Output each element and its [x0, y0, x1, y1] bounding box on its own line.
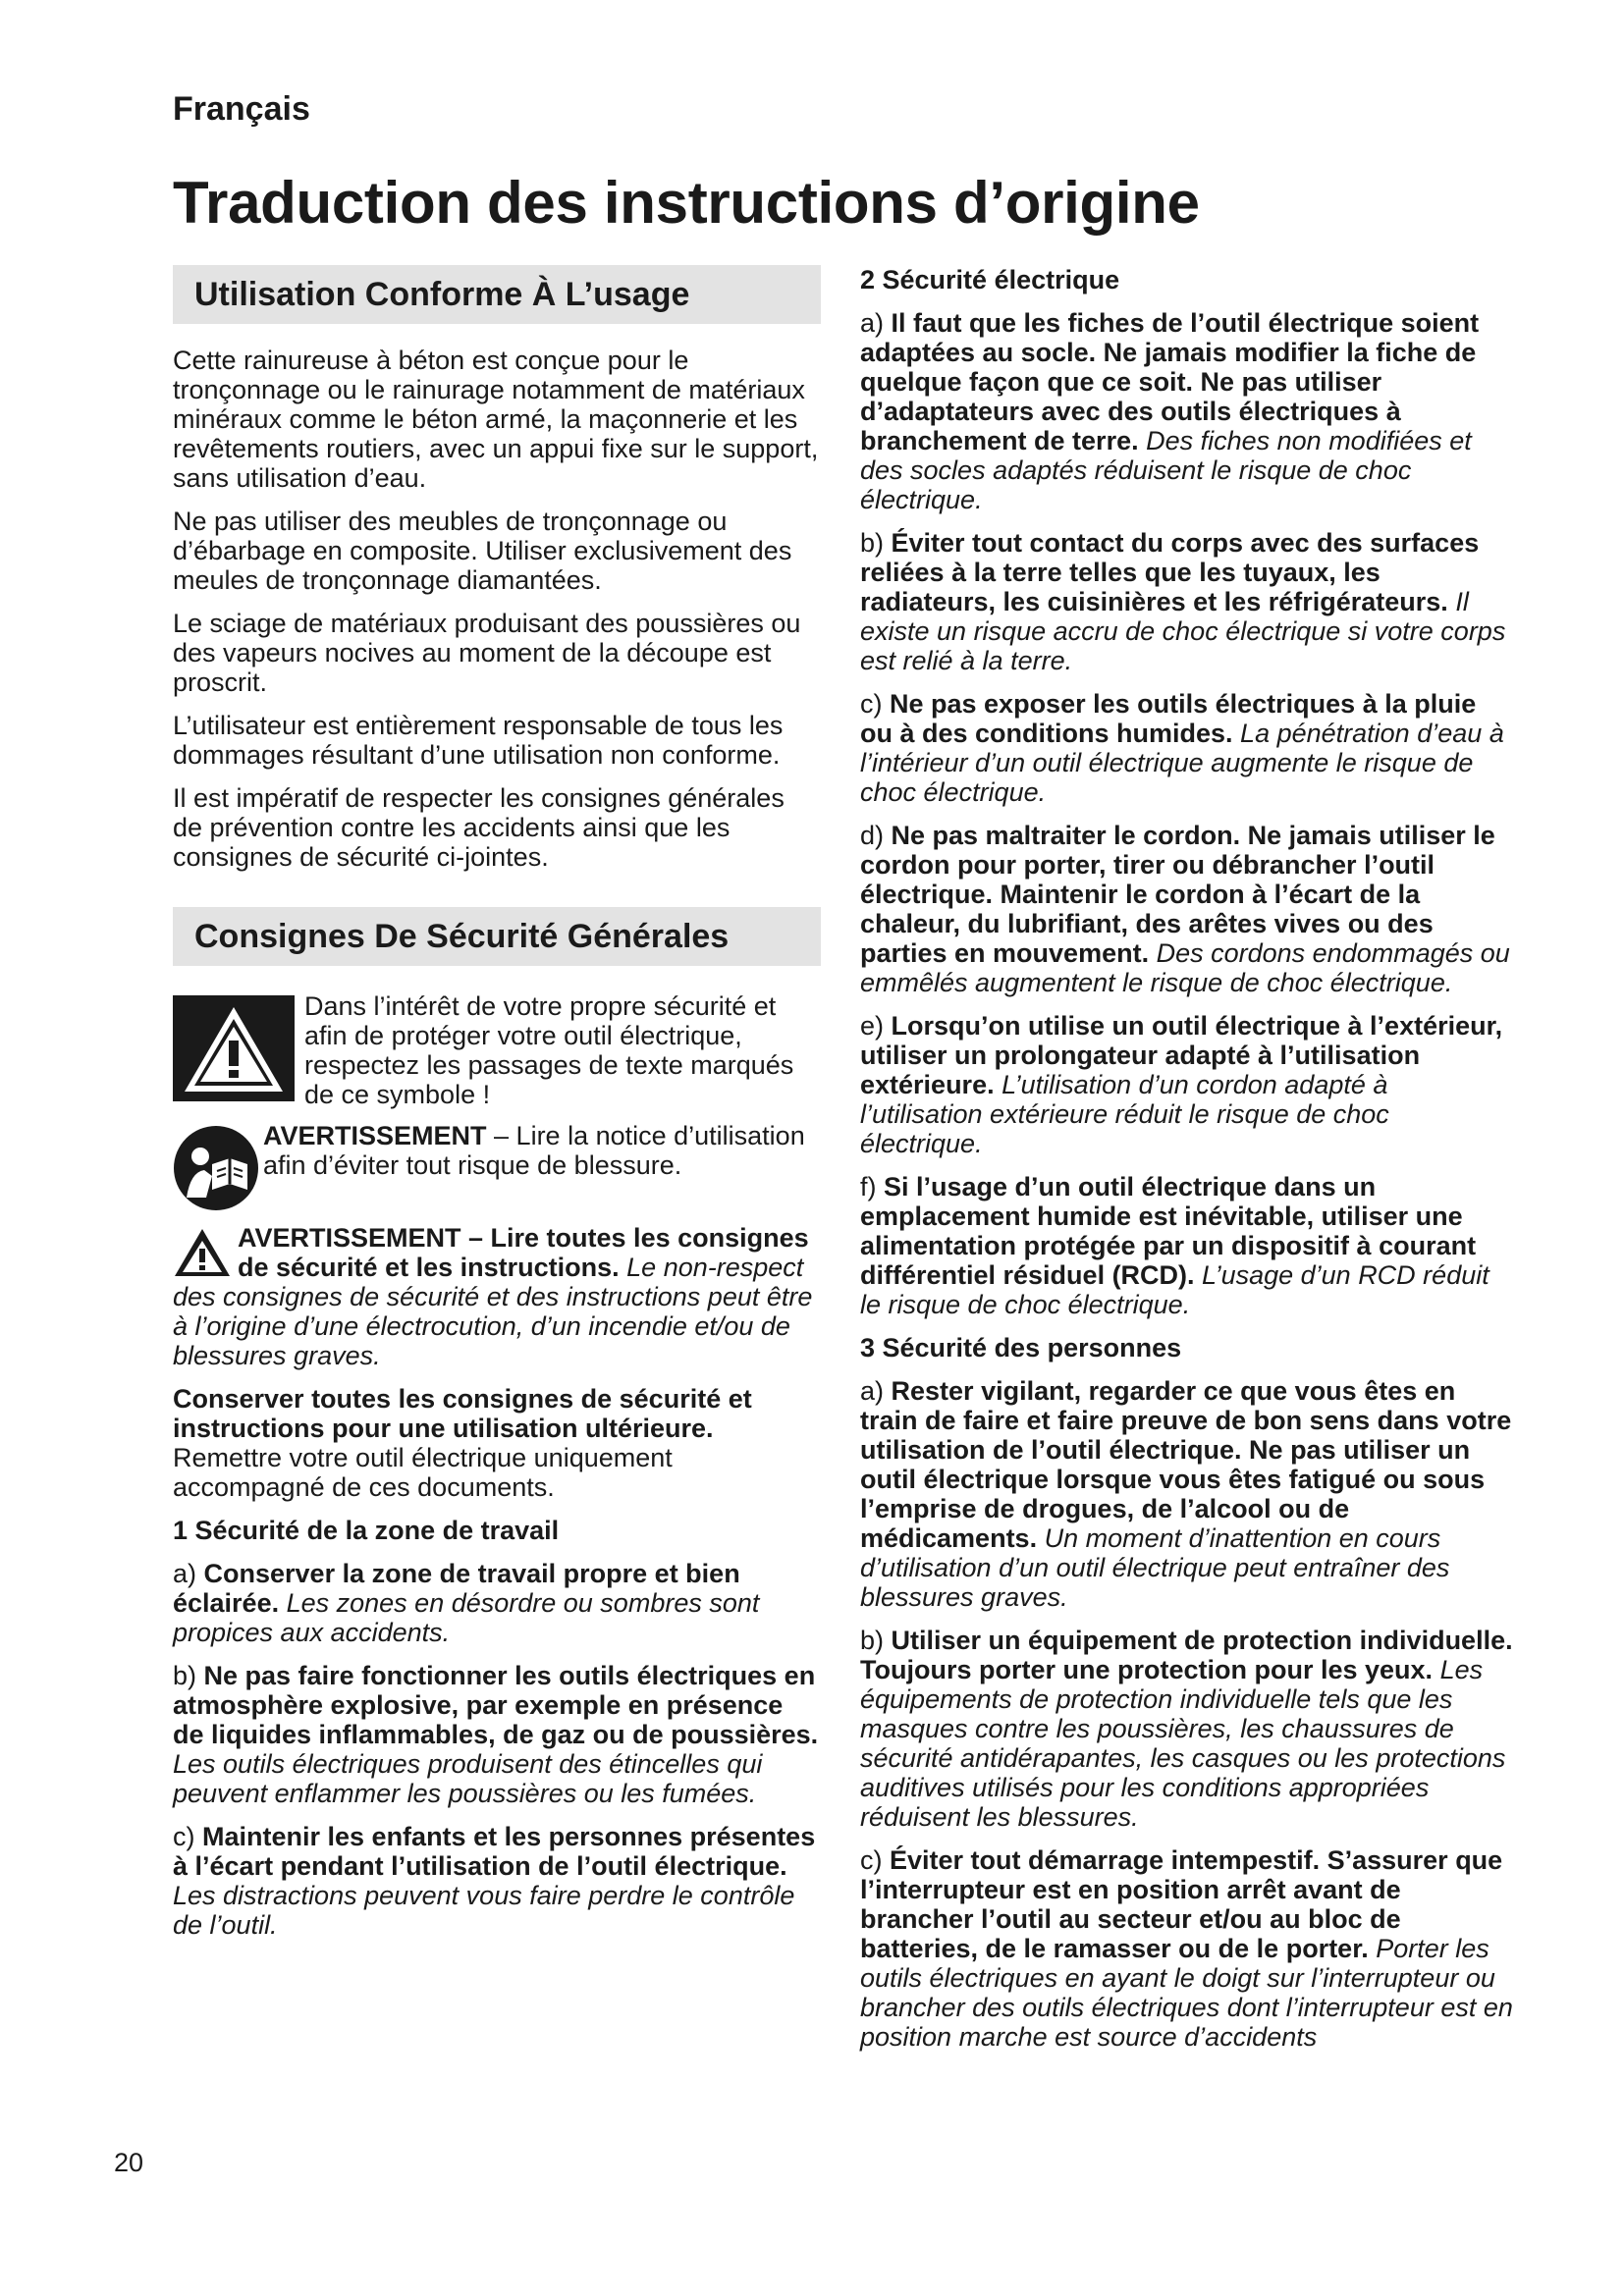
keep-instructions-paragraph — [173, 1384, 821, 1502]
list-item — [860, 1626, 1514, 1832]
section-heading-intended-use: Utilisation Conforme À L’usage — [173, 265, 821, 324]
item-italic: Porter les outils électriques en ayant le doigt sur l’interrupteur ou brancher des outils électriques dont l’interrupteur est en position marche est source d’accidents — [860, 1934, 1513, 2052]
general-warning-title: AVERTISSEMENT – Lire toutes les consignes de sécurité et les instructions. — [238, 1223, 809, 1282]
keep-instructions-text: Remettre votre outil électrique uniquement accompagné de ces documents. — [173, 1443, 673, 1502]
general-warning-block — [173, 1223, 821, 1370]
item-italic: L’usage d’un RCD réduit le risque de choc électrique. — [860, 1260, 1489, 1319]
item-bold: Éviter tout contact du corps avec des surfaces reliées à la terre telles que les tuyaux, les radiateurs, les cuisinières et les réfrigérateurs. — [860, 528, 1480, 616]
item-bold: Conserver la zone de travail propre et bien éclairée. — [173, 1559, 740, 1618]
item-bold: Ne pas exposer les outils électriques à la pluie ou à des conditions humides. — [860, 689, 1477, 748]
item-italic: Les zones en désordre ou sombres sont propices aux accidents. — [173, 1588, 760, 1647]
item-bold: Ne pas faire fonctionner les outils électriques en atmosphère explosive, par exemple en présence de liquides inflammables, de gaz ou de poussières. — [173, 1661, 819, 1749]
item-letter: e) — [860, 1011, 892, 1041]
read-manual-block — [173, 1121, 821, 1211]
list-item — [860, 528, 1514, 675]
item-letter: b) — [860, 528, 892, 558]
item-letter: a) — [860, 1376, 892, 1406]
item-bold: Rester vigilant, regarder ce que vous êtes en train de faire et faire preuve de bon sens dans votre utilisation de l’outil électrique. Ne pas utiliser un outil électrique lorsque vous êtes fatigué ou sous l’emprise de drogues, de l’alcool ou de médicaments. — [860, 1376, 1512, 1553]
subsection-heading-work-area: 1 Sécurité de la zone de travail — [173, 1516, 560, 1545]
subsection-heading-electrical: 2 Sécurité électrique — [860, 265, 1120, 294]
item-letter: d) — [860, 821, 892, 850]
paragraph: L’utilisateur est entièrement responsable de tous les dommages résultant d’une utilisation non conforme. — [173, 711, 784, 770]
right-column — [860, 265, 1514, 2065]
item-letter: a) — [860, 308, 892, 338]
read-manual-text — [263, 1121, 821, 1180]
item-bold: Il faut que les fiches de l’outil électrique soient adaptées au socle. Ne jamais modifier la fiche de quelque façon que ce soit. Ne pas utiliser d’adaptateurs avec des outils électriques à branchement de terre. — [860, 308, 1480, 455]
list-item — [173, 1661, 821, 1808]
page-number: 20 — [114, 2148, 144, 2177]
item-italic: Un moment d’inattention en cours d’utilisation d’un outil électrique peut entraîner des blessures graves. — [860, 1523, 1450, 1612]
list-item — [860, 1376, 1514, 1612]
item-bold: Lorsqu’on utilise un outil électrique à l’extérieur, utiliser un prolongateur adapté à l’utilisation extérieure. — [860, 1011, 1503, 1099]
paragraph: Le sciage de matériaux produisant des poussières ou des vapeurs nocives au moment de la découpe est proscrit. — [173, 609, 801, 697]
list-item — [860, 308, 1514, 514]
item-letter: c) — [860, 1845, 890, 1875]
item-letter: b) — [860, 1626, 892, 1655]
paragraph: Cette rainureuse à béton est conçue pour le tronçonnage ou le rainurage notamment de matériaux minéraux comme le béton armé, la maçonnerie et les revêtements routiers, avec un appui fixe sur le support, sans utilisation d’eau. — [173, 346, 819, 493]
item-letter: c) — [173, 1822, 202, 1851]
keep-instructions-bold: Conserver toutes les consignes de sécurité et instructions pour une utilisation ultérieure. — [173, 1384, 752, 1443]
subsection-heading-personal: 3 Sécurité des personnes — [860, 1333, 1182, 1362]
list-item — [860, 1011, 1514, 1158]
general-warning-text: Le non-respect des consignes de sécurité et des instructions peut être à l’origine d’une électrocution, d’un incendie et/ou de blessures graves. — [173, 1253, 813, 1370]
item-bold: Maintenir les enfants et les personnes présentes à l’écart pendant l’utilisation de l’outil électrique. — [173, 1822, 816, 1881]
list-item — [860, 1845, 1514, 2052]
paragraph: Il est impératif de respecter les consignes générales de prévention contre les accidents ainsi que les consignes de sécurité ci-jointes. — [173, 783, 785, 872]
symbol-note-text: Dans l’intérêt de votre propre sécurité et afin de protéger votre outil électrique, respectez les passages de texte marqués de ce symbole ! — [304, 991, 794, 1109]
item-italic: Les distractions peuvent vous faire perdre le contrôle de l’outil. — [173, 1881, 795, 1940]
symbol-note-block — [173, 991, 821, 1109]
section-heading-general-safety: Consignes De Sécurité Générales — [173, 907, 821, 966]
item-letter: f) — [860, 1172, 884, 1201]
warning-label: AVERTISSEMENT — [263, 1121, 487, 1150]
document-title: Traduction des instructions d’origine — [173, 170, 1200, 236]
item-italic: Il existe un risque accru de choc électrique si votre corps est relié à la terre. — [860, 587, 1506, 675]
item-bold: Utiliser un équipement de protection individuelle. Toujours porter une protection pour les yeux. — [860, 1626, 1513, 1684]
list-item — [173, 1559, 821, 1647]
item-letter: b) — [173, 1661, 204, 1690]
item-italic: Les équipements de protection individuelle tels que les masques contre les poussières, les chaussures de sécurité antidérapantes, les casques ou les protections auditives utilisés pour les conditions appropriées réduisent les blessures. — [860, 1655, 1506, 1832]
item-italic: Des cordons endommagés ou emmêlés augmentent le risque de choc électrique. — [860, 938, 1510, 997]
item-italic: L’utilisation d’un cordon adapté à l’utilisation extérieure réduit le risque de choc électrique. — [860, 1070, 1389, 1158]
read-manual-sentence: – Lire la notice d’utilisation afin d’éviter tout risque de blessure. — [263, 1121, 805, 1180]
item-letter: c) — [860, 689, 890, 719]
read-manual-icon — [173, 1125, 259, 1211]
warning-triangle-icon — [173, 995, 295, 1101]
paragraph: Ne pas utiliser des meubles de tronçonnage ou d’ébarbage en composite. Utiliser exclusivement des meules de tronçonnage diamantées. — [173, 507, 792, 595]
list-item — [860, 1172, 1514, 1319]
item-italic: Les outils électriques produisent des étincelles qui peuvent enflammer les poussières ou les fumées. — [173, 1749, 763, 1808]
item-bold: Si l’usage d’un outil électrique dans un emplacement humide est inévitable, utiliser une alimentation protégée par un dispositif à courant différentiel résiduel (RCD). — [860, 1172, 1477, 1290]
language-label: Français — [173, 90, 310, 128]
list-item — [173, 1822, 821, 1940]
warning-triangle-icon — [173, 1227, 232, 1278]
list-item — [860, 689, 1514, 807]
item-italic: La pénétration d’eau à l’intérieur d’un outil électrique augmente le risque de choc électrique. — [860, 719, 1504, 807]
item-bold: Ne pas maltraiter le cordon. Ne jamais utiliser le cordon pour porter, tirer ou débrancher l’outil électrique. Maintenir le cordon à l’écart de la chaleur, du lubrifiant, des arêtes vives ou des parties en mouvement. — [860, 821, 1495, 968]
item-letter: a) — [173, 1559, 204, 1588]
item-italic: Des fiches non modifiées et des socles adaptés réduisent le risque de choc électrique. — [860, 426, 1472, 514]
list-item — [860, 821, 1514, 997]
left-column — [173, 265, 821, 1953]
item-bold: Éviter tout démarrage intempestif. S’assurer que l’interrupteur est en position arrêt avant de brancher l’outil au secteur et/ou au bloc de batteries, de le ramasser ou de le porter. — [860, 1845, 1503, 1963]
